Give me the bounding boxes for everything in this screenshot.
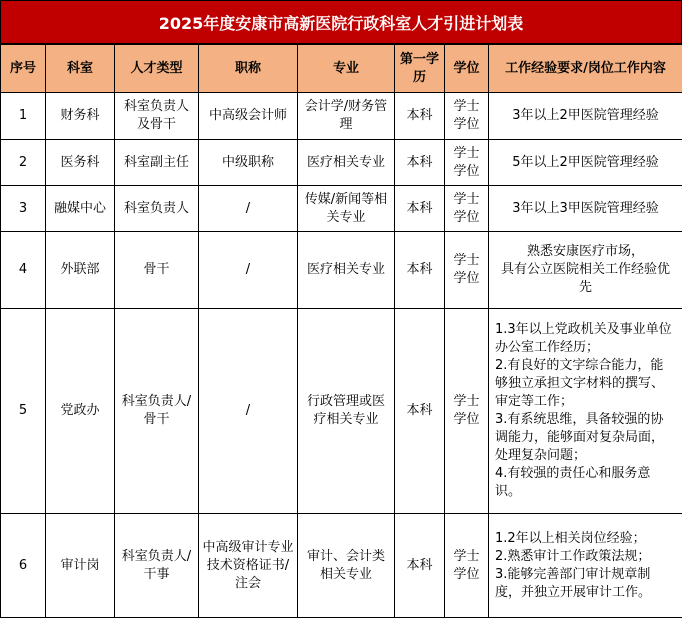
- cell-type: 科室负责人/干事: [115, 514, 199, 618]
- cell-rank: /: [199, 186, 298, 232]
- cell-dept: 医务科: [46, 140, 115, 186]
- req-line: 熟悉安康医疗市场，: [495, 243, 676, 261]
- table-row: [1, 232, 682, 309]
- req-line: 3年以上3甲医院管理经验: [495, 200, 676, 218]
- header-seq: 序号: [1, 45, 46, 93]
- cell-edu: 本科: [395, 514, 445, 618]
- header-major: 专业: [298, 45, 395, 93]
- cell-edu: 本科: [395, 140, 445, 186]
- header-degree: 学位: [445, 45, 489, 93]
- cell-dept: 财务科: [46, 93, 115, 140]
- cell-req: [489, 186, 682, 232]
- cell-degree: 学士学位: [445, 232, 489, 309]
- req-line: 2.熟悉审计工作政策法规；: [495, 548, 676, 566]
- table-body: [1, 93, 682, 618]
- cell-seq: 5: [1, 309, 46, 514]
- cell-type: 科室负责人/骨干: [115, 309, 199, 514]
- cell-req: [489, 309, 682, 514]
- cell-req: [489, 232, 682, 309]
- cell-req: [489, 140, 682, 186]
- cell-seq: 1: [1, 93, 46, 140]
- cell-type: 科室负责人及骨干: [115, 93, 199, 140]
- cell-dept: 审计岗: [46, 514, 115, 618]
- req-line: 3年以上2甲医院管理经验: [495, 107, 676, 125]
- cell-type: 科室副主任: [115, 140, 199, 186]
- cell-degree: 学士学位: [445, 309, 489, 514]
- table-row: [1, 186, 682, 232]
- cell-rank: 中高级审计专业技术资格证书/注会: [199, 514, 298, 618]
- cell-dept: 融媒中心: [46, 186, 115, 232]
- table-row: [1, 514, 682, 618]
- cell-degree: 学士学位: [445, 514, 489, 618]
- cell-major: 会计学/财务管理: [298, 93, 395, 140]
- table-row: [1, 309, 682, 514]
- req-line: 5年以上2甲医院管理经验: [495, 154, 676, 172]
- cell-req: [489, 93, 682, 140]
- cell-edu: 本科: [395, 309, 445, 514]
- cell-major: 行政管理或医疗相关专业: [298, 309, 395, 514]
- req-line: 3.能够完善部门审计规章制度，并独立开展审计工作。: [495, 566, 676, 602]
- cell-edu: 本科: [395, 186, 445, 232]
- cell-rank: 中级职称: [199, 140, 298, 186]
- cell-degree: 学士学位: [445, 186, 489, 232]
- cell-degree: 学士学位: [445, 140, 489, 186]
- header-type: 人才类型: [115, 45, 199, 93]
- req-line: 3.有系统思维，具备较强的协调能力，能够面对复杂局面，处理复杂问题；: [495, 411, 676, 465]
- cell-seq: 6: [1, 514, 46, 618]
- header-row: [1, 45, 682, 93]
- cell-rank: /: [199, 309, 298, 514]
- header-dept: 科室: [46, 45, 115, 93]
- req-line: 1.2年以上相关岗位经验；: [495, 530, 676, 548]
- cell-seq: 3: [1, 186, 46, 232]
- cell-edu: 本科: [395, 93, 445, 140]
- cell-dept: 党政办: [46, 309, 115, 514]
- cell-degree: 学士学位: [445, 93, 489, 140]
- table-row: [1, 140, 682, 186]
- cell-edu: 本科: [395, 232, 445, 309]
- cell-type: 科室负责人: [115, 186, 199, 232]
- cell-type: 骨干: [115, 232, 199, 309]
- req-line: 2.有良好的文字综合能力，能够独立承担文字材料的撰写、审定等工作；: [495, 357, 676, 411]
- header-req: 工作经验要求/岗位工作内容: [489, 45, 682, 93]
- sheet-title: 2025年度安康市高新医院行政科室人才引进计划表: [0, 0, 682, 44]
- cell-req: [489, 514, 682, 618]
- header-edu: 第一学历: [395, 45, 445, 93]
- talent-plan-table: [0, 44, 682, 618]
- header-rank: 职称: [199, 45, 298, 93]
- cell-dept: 外联部: [46, 232, 115, 309]
- cell-major: 医疗相关专业: [298, 140, 395, 186]
- cell-rank: /: [199, 232, 298, 309]
- cell-seq: 4: [1, 232, 46, 309]
- cell-major: 审计、会计类相关专业: [298, 514, 395, 618]
- cell-seq: 2: [1, 140, 46, 186]
- req-line: 1.3年以上党政机关及事业单位办公室工作经历；: [495, 321, 676, 357]
- cell-rank: 中高级会计师: [199, 93, 298, 140]
- cell-major: 医疗相关专业: [298, 232, 395, 309]
- table-row: [1, 93, 682, 140]
- req-line: 具有公立医院相关工作经验优先: [495, 261, 676, 297]
- cell-major: 传媒/新闻等相关专业: [298, 186, 395, 232]
- req-line: 4.有较强的责任心和服务意识。: [495, 465, 676, 501]
